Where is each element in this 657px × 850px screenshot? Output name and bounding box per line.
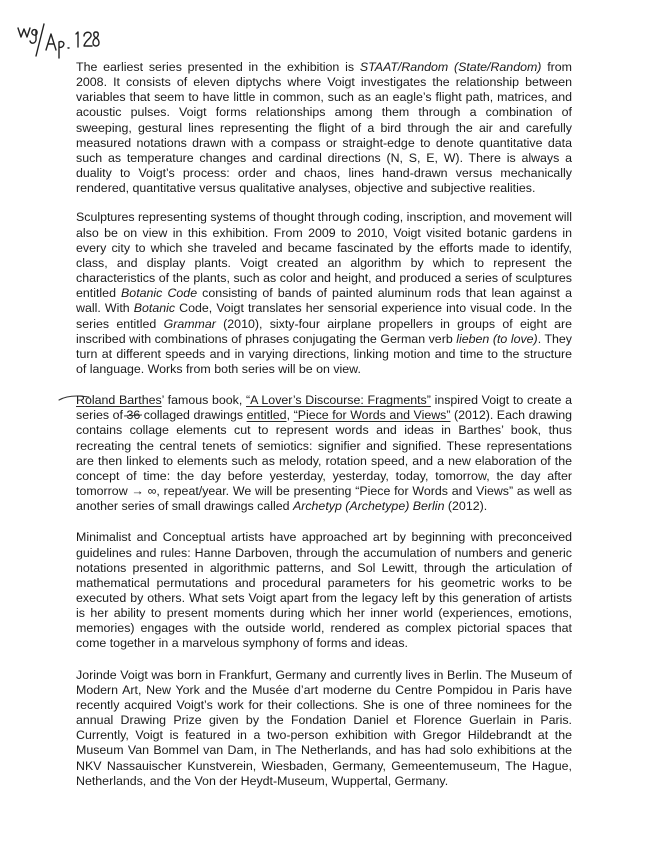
title-botanic-code: Botanic Code	[121, 286, 198, 301]
underlined-entitled: entitled	[246, 408, 287, 423]
paragraph-biography: Jorinde Voigt was born in Frankfurt, Germany and currently lives in Berlin. The Museum of Modern Art, New York and the Musée d’art moderne du Centre Pompidou in Paris have recently acquired Voigt’s work for their collections. She is one of three nominees for the annual Drawing Prize given by the Fondation Daniel et Florence Guerlain in Paris. Currently, Voigt is featured in a two-person exhibition with Gregor Hildebrandt at the Museum Van Bommel van Dam, in The Netherlands, and has had solo exhibitions at the NKV Nassauischer Kunstverein, Wiesbaden, Germany, Gemeentemuseum, The Hague, Netherlands, and the Von der Heydt-Museum, Wuppertal, Germany.	[76, 667, 572, 788]
handwritten-annotation	[14, 20, 104, 62]
title-archetyp: Archetyp (Archetype) Berlin	[292, 499, 445, 514]
paragraph-minimalist: Minimalist and Conceptual artists have approached art by beginning with preconceived guidelines and rules: Hanne Darboven, through the accumulation of numbers and generic notations presented in algorithmic patterns, and Sol Lewitt, through the articulation of mathematical permutations and procedural parameters for his geometric works to be executed by others. What sets Voigt apart from the legacy left by this generation of artists is her ability to present moments during which her inner world (experiences, emotions, memories) engages with the outside world, rendered as complex pictorial spaces that come together in a marvelous symphony of forms and ideas.	[76, 530, 572, 651]
paragraph-sculptures: Sculptures representing systems of thought through coding, inscription, and movement will also be on view in this exhibition. From 2009 to 2010, Voigt visited botanic gardens in every city to which she traveled and became fascinated by the efforts made to identify, class, and display plants. Voigt created an algorithm by which to represent the characteristics of the plants, such as color and height, and produced a series of sculptures entitled Botanic Code consisting of bands of painted aluminum rods that lean against a wall. With Botanic Code, Voigt translates her sensorial experience into visual code. In the series entitled Grammar (2010), sixty-four airplane propellers in groups of eight are inscribed with combinations of phrases conjugating the German verb lieben (to love). They turn at different speeds and in varying directions, linking motion and time to the structure of language. Works from both series will be on view.	[76, 210, 572, 376]
handwritten-annotation-drawing	[14, 20, 104, 62]
underlined-work-title: “Piece for Words and Views”	[293, 408, 451, 423]
underlined-roland-barthes: Roland Barthes	[76, 393, 162, 408]
struck-count: 36	[126, 408, 141, 423]
document-body	[76, 60, 572, 804]
title-grammar: Grammar	[163, 316, 216, 331]
title-staat-random: STAAT/Random (State/Random)	[359, 60, 542, 74]
paragraph-barthes: Roland Barthes’ famous book, “A Lover’s Discourse: Fragments” inspired Voigt to create a series of 36 collaged drawings entitled, “Piece for Words and Views” (2012). Each drawing contains collage elements cut to represent words and ideas in Barthes’ book, thus recreating the central tenets of semiotics: signifier and signified. These representations are then linked to elements such as melody, rotation speed, and a new elaboration of the concept of time: the day before yesterday, yesterday, today, tomorrow, the day after tomorrow → ∞, repeat/year. We will be presenting “Piece for Words and Views” as well as another series of small drawings called Archetyp (Archetype) Berlin (2012).	[76, 393, 572, 514]
underlined-book-title: “A Lover’s Discourse: Fragments”	[246, 393, 431, 408]
paragraph-staat-random: The earliest series presented in the exhibition is STAAT/Random (State/Random) from 2008. It consists of eleven diptychs where Voigt investigates the relationship between variables that seem to have little in common, such as an eagle’s flight path, matrices, and acoustic pulses. Voigt forms relationships among them through a combination of sweeping, gestural lines representing the flight of a bird through the air and carefully measured notations drawn with a compass or straight-edge to denote quantitative data such as temperature changes and cardinal directions (N, S, E, W). There is always a duality to Voigt’s process: order and chaos, lines hand-drawn versus mechanically rendered, quantitative versus qualitative analyses, objective and subjective realities.	[76, 60, 572, 196]
title-botanic: Botanic	[133, 301, 176, 316]
phrase-lieben: lieben (to love)	[456, 331, 538, 346]
